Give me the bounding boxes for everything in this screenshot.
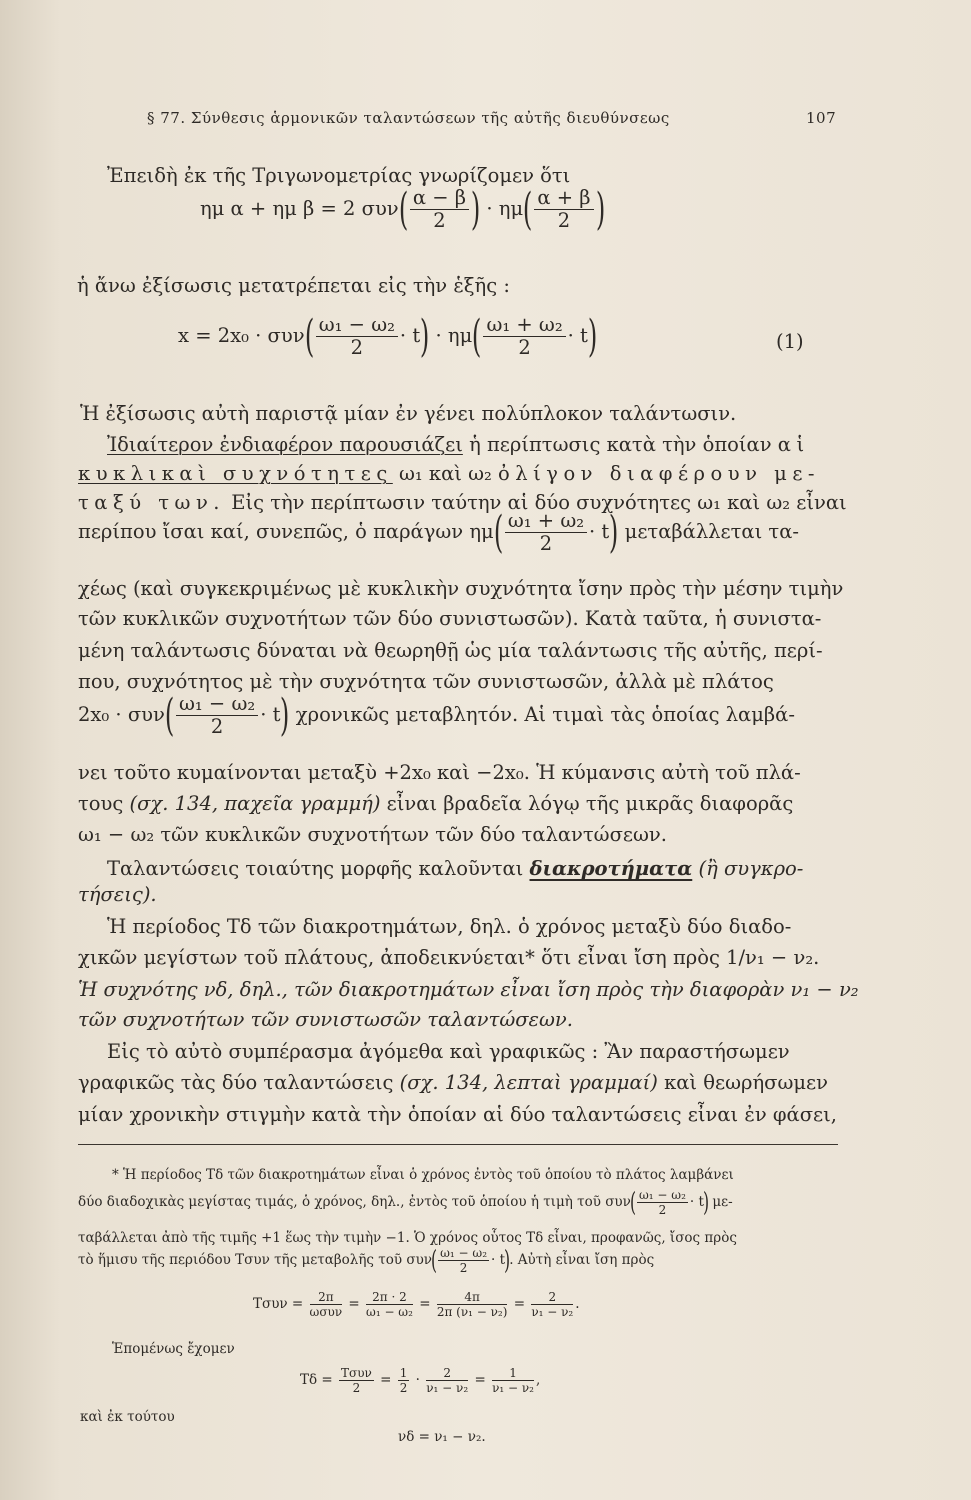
text-line: ταξύ των. Εἰς τὴν περίπτωσιν ταύτην αἱ δύο συχνότητες ω₁ καὶ ω₂ εἶναι bbox=[78, 491, 847, 514]
text-line: ἡ ἄνω ἐξίσωσις μετατρέπεται εἰς τὴν ἑξῆς : bbox=[77, 274, 510, 297]
footnote-divider bbox=[78, 1144, 838, 1145]
text-line: μίαν χρονικὴν στιγμὴν κατὰ τὴν ὁποίαν αἱ δύο ταλαντώσεις εἶναι ἐν φάσει, bbox=[78, 1103, 837, 1126]
text-line: χέως (καὶ συγκεκριμένως μὲ κυκλικὴν συχνότητα ἴσην πρὸς τὴν μέσην τιμὴν bbox=[78, 577, 844, 600]
equation-1: x = 2x₀ · συν( $\frac{\text{ω₁ − ω₂}}{2}$ · t) · ημ( $\frac{\text{ω₁ + ω₂}}{2}$ · t) bbox=[178, 310, 598, 362]
text-line: περίπου ἴσαι καί, συνεπῶς, ὁ παράγων ημ( $\frac{\text{ω₁ + ω₂}}{2}$ · t) μεταβάλλεται τα- bbox=[78, 506, 799, 558]
footnote-line: δύο διαδοχικὰς μεγίστας τιμάς, ὁ χρόνος, δηλ., ἐντὸς τοῦ ὁποίου ἡ τιμὴ τοῦ συν( $\frac{\text{ω₁ − ω₂}}{2}$ · t) με- bbox=[78, 1187, 733, 1218]
equation-number: (1) bbox=[776, 330, 804, 353]
text-line: τους (σχ. 134, παχεῖα γραμμή) εἶναι βραδεῖα λόγῳ τῆς μικρᾶς διαφορᾶς bbox=[78, 792, 794, 815]
footnote-line: καὶ ἐκ τούτου bbox=[80, 1409, 175, 1425]
text-line: χικῶν μεγίστων τοῦ πλάτους, ἀποδεικνύεται* ὅτι εἶναι ἴση πρὸς 1/ν₁ − ν₂. bbox=[78, 946, 820, 969]
footnote-line: ταβάλλεται ἀπὸ τῆς τιμῆς +1 ἕως τὴν τιμὴν −1. Ὁ χρόνος οὗτος Tδ εἶναι, προφανῶς, ἴσος πρὸς bbox=[78, 1230, 737, 1246]
figure-reference: (σχ. 134, λεπταὶ γραμμαί) bbox=[399, 1071, 658, 1094]
text-line: ω₁ − ω₂ τῶν κυκλικῶν συχνοτήτων τῶν δύο ταλαντώσεων. bbox=[78, 823, 667, 846]
footnote-line: Ἑπομένως ἔχομεν bbox=[112, 1341, 235, 1357]
text-line: Ταλαντώσεις τοιαύτης μορφῆς καλοῦνται διακροτήματα (ἢ συγκρο- bbox=[107, 857, 804, 880]
text-line: γραφικῶς τὰς δύο ταλαντώσεις (σχ. 134, λεπταὶ γραμμαί) καὶ θεωρήσωμεν bbox=[78, 1071, 829, 1094]
text-line: Ἡ συχνότης νδ, δηλ., τῶν διακροτημάτων εἶναι ἴση πρὸς τὴν διαφορὰν ν₁ − ν₂ bbox=[78, 978, 859, 1001]
text-line: κυκλικαὶ συχνότητες ω₁ καὶ ω₂ ὀλίγον διαφέρουν με- bbox=[78, 462, 821, 485]
text-line: Ἐπειδὴ ἐκ τῆς Τριγωνομετρίας γνωρίζομεν ὅτι bbox=[107, 164, 571, 187]
footnote-equation: Tδ = Tσυν 2 = $\frac{1}{2}$ · $\frac{2}{\text{ν₁ − ν₂}}$ = $\frac{1}{\text{ν₁ − ν₂}}$ , bbox=[300, 1366, 541, 1395]
footnote-equation: νδ = ν₁ − ν₂. bbox=[398, 1429, 486, 1445]
trig-identity-equation: ημ α + ημ β = 2 συν( $\frac{\alpha - \beta}{2}$ ) · ημ( $\frac{\alpha + \beta}{2}$ ) bbox=[200, 183, 605, 235]
footnote-line: τὸ ἥμισυ τῆς περιόδου Tσυν τῆς μεταβολῆς τοῦ συν( $\frac{\text{ω₁ − ω₂}}{2}$ · t). Αὐτὴ εἶναι ἴση πρὸς bbox=[78, 1245, 655, 1276]
section-title: § 77. Σύνθεσις ἁρμονικῶν ταλαντώσεων τῆς αὐτῆς διευθύνσεως bbox=[147, 109, 670, 127]
footnote-line: * Ἡ περίοδος Tδ τῶν διακροτημάτων εἶναι ὁ χρόνος ἐντὸς τοῦ ὁποίου τὸ πλάτος λαμβάνει bbox=[112, 1167, 734, 1183]
key-term: διακροτήματα bbox=[529, 857, 693, 880]
running-header bbox=[147, 106, 670, 130]
text-line: που, συχνότητος μὲ τὴν συχνότητα τῶν συνιστωσῶν, ἀλλὰ μὲ πλάτος bbox=[78, 670, 774, 693]
text-line: Εἰς τὸ αὐτὸ συμπέρασμα ἀγόμεθα καὶ γραφικῶς : Ἂν παραστήσωμεν bbox=[107, 1040, 790, 1063]
text-line: Ἡ περίοδος Tδ τῶν διακροτημάτων, δηλ. ὁ χρόνος μεταξὺ δύο διαδο- bbox=[107, 915, 792, 938]
text-line: τῶν κυκλικῶν συχνοτήτων τῶν δύο συνιστωσῶν). Κατὰ ταῦτα, ἡ συνιστα- bbox=[78, 607, 822, 630]
page-number: 107 bbox=[806, 109, 837, 127]
text-line: Ἰδιαίτερον ἐνδιαφέρον παρουσιάζει ἡ περίπτωσις κατὰ τὴν ὁποίαν αἱ bbox=[107, 433, 810, 456]
text-line: Ἡ ἐξίσωσις αὐτὴ παριστᾷ μίαν ἐν γένει πολύπλοκον ταλάντωσιν. bbox=[80, 402, 737, 425]
text-line: 2x₀ · συν( $\frac{\text{ω₁ − ω₂}}{2}$ · t) χρονικῶς μεταβλητόν. Αἱ τιμαὶ τὰς ὁποίας λαμβά- bbox=[78, 689, 795, 741]
footnote-equation: Tσυν = 2π ωσυν = $\frac{2\pi \cdot 2}{\text{ω₁ − ω₂}}$ = $\frac{4\pi}{\text{2π (ν₁ − ν₂)}}$ = $\frac{2}{\text{ν₁ − ν₂}}$ . bbox=[253, 1290, 580, 1319]
text-line: νει τοῦτο κυμαίνονται μεταξὺ +2x₀ καὶ −2x₀. Ἡ κύμανσις αὐτὴ τοῦ πλά- bbox=[78, 761, 801, 784]
figure-reference: (σχ. 134, παχεῖα γραμμή) bbox=[129, 792, 381, 815]
text-line: μένη ταλάντωσις δύναται νὰ θεωρηθῇ ὡς μία ταλάντωσις τῆς αὐτῆς, περί- bbox=[78, 639, 823, 662]
text-line: τήσεις). bbox=[78, 883, 157, 906]
text-line: τῶν συχνοτήτων τῶν συνιστωσῶν ταλαντώσεων. bbox=[78, 1008, 573, 1031]
